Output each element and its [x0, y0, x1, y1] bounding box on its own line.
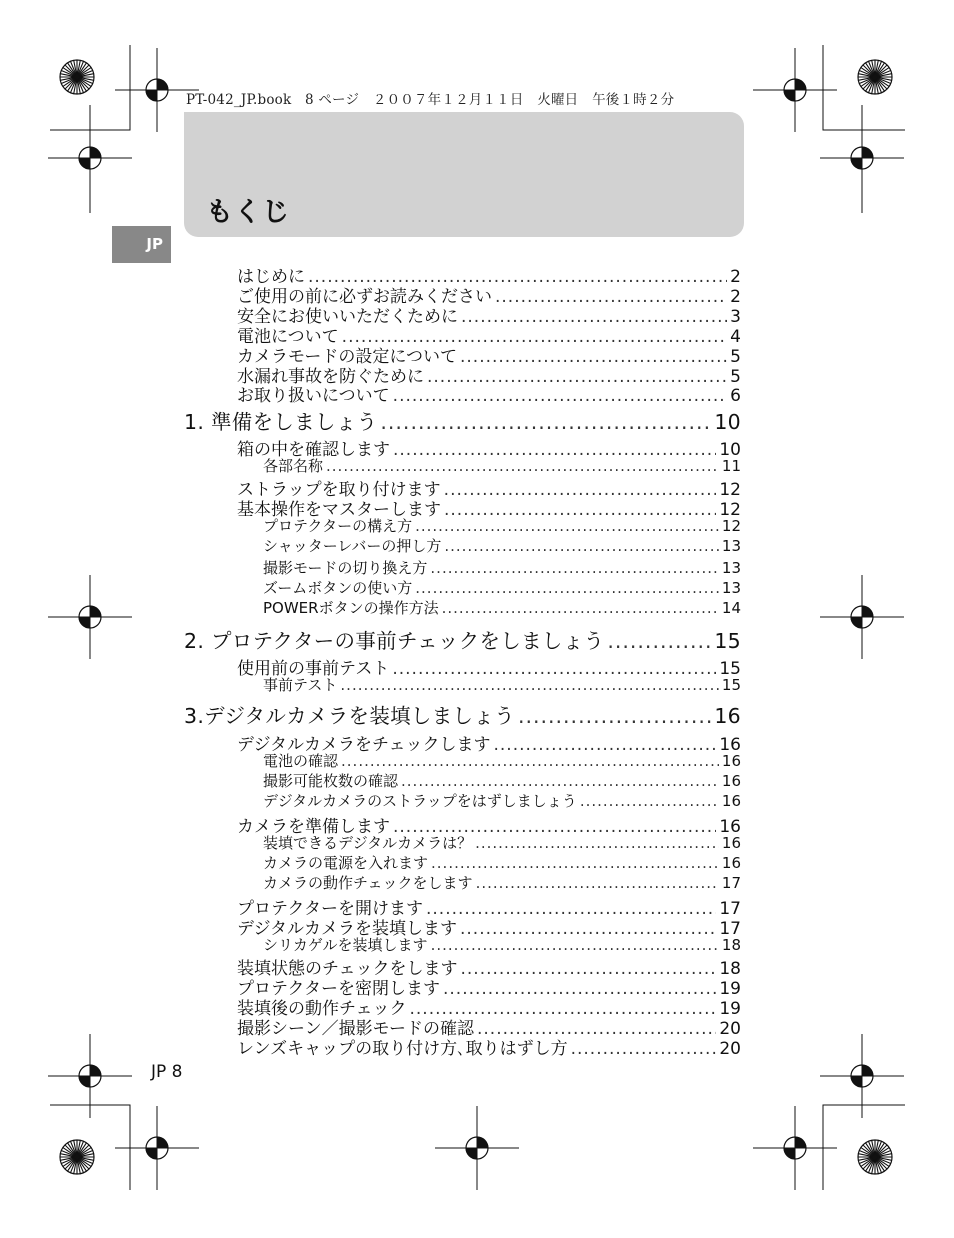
toc-entry-label: デジタルカメラのストラップをはずしましょう — [263, 792, 577, 810]
toc-entry-label: ズームボタンの使い方 — [263, 579, 413, 597]
toc-entry[interactable] — [237, 475, 741, 500]
toc-entry[interactable] — [263, 515, 741, 535]
print-slug: PT-042_JP.book 8 ページ ２００７年１２月１１日 火曜日 午後１時２分 — [186, 92, 675, 108]
toc-entry-page: 16 — [719, 735, 741, 755]
toc-entry-label: 装填できるデジタルカメラは？ — [263, 834, 473, 852]
toc-entry-label: お取り扱いについて — [237, 386, 390, 406]
toc-entry-page: 4 — [730, 327, 741, 347]
toc-entry-label: ご使用の前に必ずお読みください — [237, 287, 492, 307]
toc-entry-page: 2 — [730, 287, 741, 307]
toc-leader-dots — [571, 1039, 717, 1059]
toc-entry[interactable] — [237, 954, 741, 979]
toc-entry[interactable] — [263, 577, 741, 597]
toc-entry-label: プロテクターの構え方 — [263, 517, 413, 535]
toc-entry[interactable] — [237, 302, 741, 327]
toc-entry-label: 1. 準備をしましょう — [184, 410, 378, 434]
toc-entry[interactable] — [263, 455, 741, 475]
page-title: もくじ — [206, 197, 290, 228]
toc-entry-page: 16 — [719, 817, 741, 837]
toc-entry-label: 事前テスト — [263, 676, 338, 694]
toc-entry-label: 電池の確認 — [263, 752, 339, 770]
language-tab: JP — [112, 226, 171, 263]
toc-entry[interactable] — [263, 535, 741, 555]
toc-entry-label: 各部名称 — [263, 457, 324, 475]
toc-entry-label: シャッターレバーの押し方 — [263, 537, 442, 555]
toc-entry[interactable] — [237, 914, 741, 939]
toc-entry-page: 5 — [730, 347, 741, 367]
toc-leader-dots — [518, 704, 711, 728]
toc-leader-dots — [415, 579, 719, 597]
toc-entry-label: プロテクターを密閉します — [237, 979, 440, 999]
toc-entry-label: はじめに — [237, 267, 305, 287]
toc-entry-page: 16 — [721, 834, 741, 852]
toc-entry-label: POWERボタンの操作方法 — [263, 599, 439, 617]
toc-entry-label: 装填後の動作チェック — [237, 999, 407, 1019]
toc-entry-label: ストラップを取り付けます — [237, 480, 441, 500]
toc-entry[interactable] — [263, 934, 741, 954]
toc-entry[interactable] — [263, 597, 741, 617]
toc-entry-page: 14 — [721, 599, 741, 617]
toc-entry-label: カメラモードの設定について — [237, 347, 457, 367]
toc-entry-page: 12 — [719, 500, 741, 520]
toc-entry[interactable] — [237, 495, 741, 520]
toc-entry[interactable] — [237, 362, 741, 387]
toc-entry-page: 5 — [730, 367, 741, 387]
toc-entry-page: 20 — [719, 1019, 741, 1039]
toc-leader-dots — [444, 537, 719, 555]
toc-entry-label: 電池について — [237, 327, 339, 347]
toc-entry-label: レンズキャップの取り付け方､取りはずし方 — [237, 1039, 568, 1059]
toc-entry-label: 安全にお使いいただくために — [237, 307, 458, 327]
toc-entry-page: 16 — [721, 792, 741, 810]
toc-entry[interactable] — [263, 770, 741, 790]
toc-chapter-entry[interactable] — [184, 699, 741, 728]
toc-entry[interactable] — [237, 812, 741, 837]
toc-leader-dots — [430, 559, 719, 577]
toc-entry-label: 箱の中を確認します — [237, 440, 390, 460]
toc-entry-page: 10 — [714, 410, 741, 434]
toc-entry-page: 2 — [730, 267, 741, 287]
toc-entry-label: デジタルカメラをチェックします — [237, 735, 491, 755]
toc-entry[interactable] — [237, 262, 741, 287]
toc-entry-label: 撮影モードの切り換え方 — [263, 559, 428, 577]
toc-chapter-entry[interactable] — [184, 624, 741, 653]
toc-entry-label: 装填状態のチェックをします — [237, 959, 458, 979]
toc-leader-dots — [475, 834, 719, 852]
toc-entry[interactable] — [237, 894, 741, 919]
toc-entry[interactable] — [237, 1034, 741, 1059]
toc-entry-page: 3 — [730, 307, 741, 327]
toc-entry-label: カメラの動作チェックをします — [263, 874, 473, 892]
toc-entry-page: 15 — [721, 676, 741, 694]
toc-entry-page: 16 — [714, 704, 741, 728]
toc-entry-page: 11 — [721, 457, 741, 475]
toc-leader-dots — [341, 752, 719, 770]
toc-entry-page: 18 — [721, 936, 741, 954]
toc-entry[interactable] — [263, 557, 741, 577]
toc-entry[interactable] — [263, 790, 741, 810]
toc-entry-label: 撮影シーン／撮影モードの確認 — [237, 1019, 474, 1039]
toc-entry-page: 12 — [719, 480, 741, 500]
toc-entry-page: 13 — [721, 579, 741, 597]
toc-entry-label: カメラの電源を入れます — [263, 854, 429, 872]
toc-entry-label: カメラを準備します — [237, 817, 390, 837]
toc-entry-label: デジタルカメラを装填します — [237, 919, 457, 939]
toc-entry-page: 16 — [721, 854, 741, 872]
toc-entry[interactable] — [263, 674, 741, 694]
toc-entry-page: 19 — [719, 999, 741, 1019]
toc-leader-dots — [431, 854, 719, 872]
toc-entry-label: 基本操作をマスターします — [237, 500, 441, 520]
toc-entry[interactable] — [237, 730, 741, 755]
toc-leader-dots — [431, 936, 719, 954]
toc-leader-dots — [442, 599, 719, 617]
toc-entry-page: 6 — [730, 386, 741, 406]
toc-entry[interactable] — [237, 994, 741, 1019]
toc-entry-page: 17 — [719, 919, 741, 939]
toc-leader-dots — [607, 629, 711, 653]
toc-leader-dots — [401, 772, 719, 790]
toc-entry-page: 17 — [721, 874, 741, 892]
toc-entry-page: 19 — [719, 979, 741, 999]
toc-leader-dots — [393, 386, 728, 406]
toc-entry-label: 撮影可能枚数の確認 — [263, 772, 399, 790]
toc-entry[interactable] — [237, 342, 741, 367]
toc-entry-label: 水漏れ事故を防ぐために — [237, 367, 424, 387]
toc-entry[interactable] — [237, 654, 741, 679]
toc-entry-page: 16 — [721, 772, 741, 790]
toc-entry[interactable] — [237, 282, 741, 307]
toc-leader-dots — [380, 410, 711, 434]
toc-entry-page: 20 — [719, 1039, 741, 1059]
toc-entry-label: 3.デジタルカメラを装填しましょう — [184, 704, 515, 728]
toc-entry-label: 2. プロテクターの事前チェックをしましょう — [184, 629, 605, 653]
toc-leader-dots — [415, 517, 719, 535]
toc-entry-label: プロテクターを開けます — [237, 899, 423, 919]
toc-entry[interactable] — [237, 974, 741, 999]
toc-entry-page: 15 — [714, 629, 741, 653]
toc-leader-dots — [580, 792, 719, 810]
toc-entry-label: 使用前の事前テスト — [237, 659, 390, 679]
toc-chapter-entry[interactable] — [184, 405, 741, 434]
toc-entry[interactable] — [263, 852, 741, 872]
toc-entry[interactable] — [237, 435, 741, 460]
toc-entry-page: 16 — [721, 752, 741, 770]
toc-entry-page: 13 — [721, 537, 741, 555]
toc-entry-page: 12 — [721, 517, 741, 535]
toc-entry-page: 15 — [719, 659, 741, 679]
toc-entry-page: 18 — [719, 959, 741, 979]
toc-entry[interactable] — [263, 832, 741, 852]
toc-entry-page: 10 — [719, 440, 741, 460]
toc-entry-page: 13 — [721, 559, 741, 577]
toc-leader-dots — [476, 874, 719, 892]
toc-entry[interactable] — [237, 381, 741, 406]
toc-entry-label: シリカゲルを装填します — [263, 936, 428, 954]
toc-leader-dots — [340, 676, 719, 694]
toc-entry[interactable] — [237, 1014, 741, 1039]
toc-entry[interactable] — [263, 750, 741, 770]
toc-leader-dots — [326, 457, 719, 475]
page-number: JP 8 — [151, 1062, 183, 1082]
toc-entry[interactable] — [237, 322, 741, 347]
toc-entry[interactable] — [263, 872, 741, 892]
toc-entry-page: 17 — [719, 899, 741, 919]
